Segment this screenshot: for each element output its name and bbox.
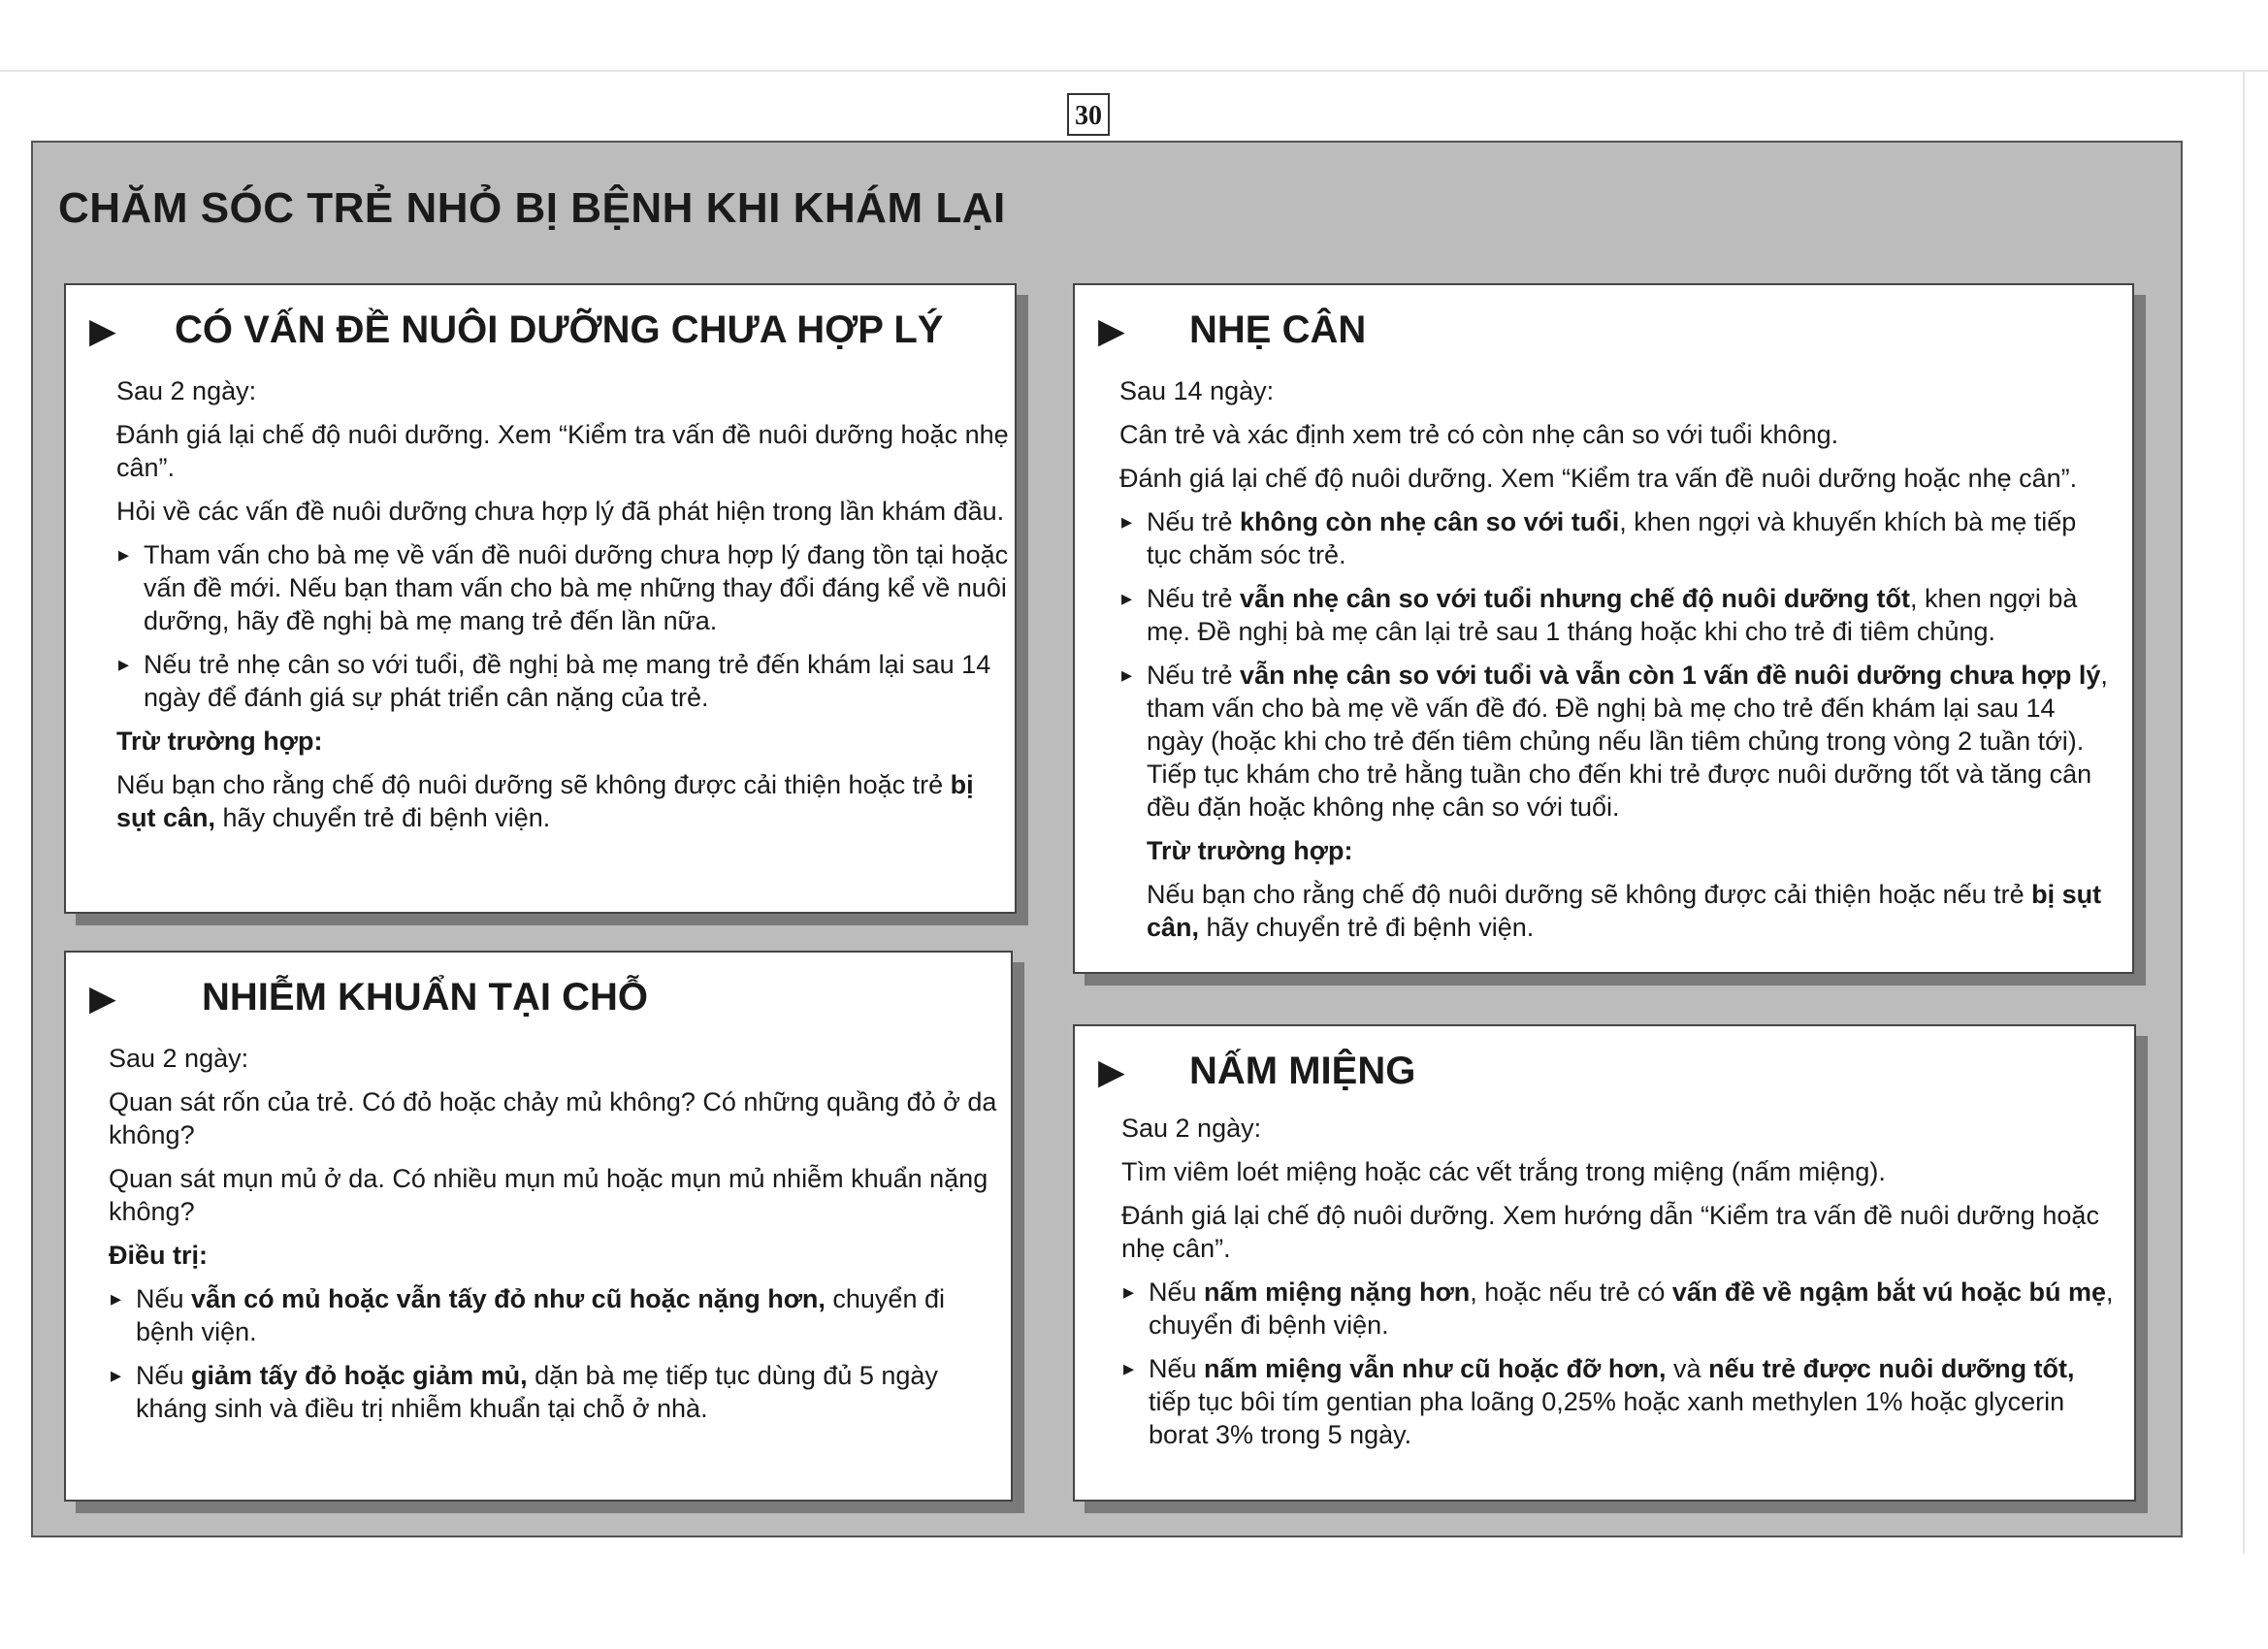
text-run: Nếu bạn cho rằng chế độ nuôi dưỡng sẽ không được cải thiện hoặc nếu trẻ (1147, 880, 2032, 909)
page-top-rule (0, 70, 2268, 72)
text-run: tiếp tục bôi tím gentian pha loãng 0,25% hoặc xanh methylen 1% hoặc glycerin borat 3% trong 5 ngày. (1149, 1387, 2065, 1449)
text-run: Nếu (136, 1284, 192, 1313)
bullet-triangle-icon: ▸ (1121, 586, 1133, 610)
text-run: , chuyển đi bệnh viện. (1149, 1277, 2114, 1340)
follow-up-time: Sau 2 ngày: (109, 1044, 249, 1073)
text-run: Nếu (1149, 1277, 1205, 1307)
paragraph: Đánh giá lại chế độ nuôi dưỡng. Xem “Kiểm tra vấn đề nuôi dưỡng hoặc nhẹ cân”. (116, 420, 1009, 482)
paragraph: Quan sát rốn của trẻ. Có đỏ hoặc chảy mủ không? Có những quầng đỏ ở da không? (109, 1087, 997, 1149)
bold-run: không còn nhẹ cân so với tuổi (1240, 507, 1620, 536)
bullet-item (109, 1359, 999, 1425)
bold-run: nấm miệng nặng hơn (1204, 1277, 1471, 1307)
bold-run: giảm tấy đỏ hoặc giảm mủ, (191, 1361, 528, 1390)
follow-up-time: Sau 2 ngày: (116, 376, 257, 405)
bullet-triangle-icon: ▸ (1123, 1356, 1135, 1380)
bullet-triangle-icon: ▸ (118, 652, 130, 676)
paragraph: Đánh giá lại chế độ nuôi dưỡng. Xem hướng dẫn “Kiểm tra vấn đề nuôi dưỡng hoặc nhẹ cân”. (1121, 1201, 2099, 1263)
text-run: Nếu (136, 1361, 192, 1390)
local-infection-box (64, 951, 1013, 1502)
bullet-triangle-icon: ▸ (118, 542, 130, 566)
bullet-text: Nếu trẻ nhẹ cân so với tuổi, đề nghị bà mẹ mang trẻ đến khám lại sau 14 ngày để đánh giá sự phát triển cân nặng của trẻ. (144, 650, 991, 712)
bullet-item (1121, 1276, 2117, 1342)
bullet-item (1119, 659, 2117, 824)
play-arrow-icon: ▶ (1098, 1051, 1125, 1091)
paragraph: Hỏi về các vấn đề nuôi dưỡng chưa hợp lý đã phát hiện trong lần khám đầu. (116, 497, 1005, 526)
play-arrow-icon: ▶ (89, 310, 116, 350)
paragraph: Quan sát mụn mủ ở da. Có nhiều mụn mủ hoặc mụn mủ nhiễm khuẩn nặng không? (109, 1164, 988, 1226)
play-arrow-icon: ▶ (89, 978, 116, 1018)
follow-up-time: Sau 2 ngày: (1121, 1114, 1262, 1143)
exception-text (1147, 878, 2117, 944)
text-run: chuyển đi bệnh viện. (136, 1284, 945, 1346)
text-run: Nếu bạn cho rằng chế độ nuôi dưỡng sẽ không được cải thiện hoặc trẻ (116, 770, 951, 799)
text-run: , khen ngợi và khuyến khích bà mẹ tiếp tục chăm sóc trẻ. (1147, 507, 2077, 569)
exception-text (116, 768, 1009, 834)
feeding-problem-box (64, 283, 1017, 914)
bold-run: vẫn nhẹ cân so với tuổi và vẫn còn 1 vấn đề nuôi dưỡng chưa hợp lý (1240, 661, 2101, 690)
text-run: hãy chuyển trẻ đi bệnh viện. (215, 803, 551, 832)
text-run: Nếu trẻ (1147, 507, 1241, 536)
section-title: NHIỄM KHUẨN TẠI CHỖ (202, 976, 648, 1018)
bullet-item (116, 648, 1009, 714)
bullet-triangle-icon: ▸ (111, 1363, 122, 1387)
bullet-item (109, 1282, 999, 1348)
bullet-text: Tham vấn cho bà mẹ về vấn đề nuôi dưỡng chưa hợp lý đang tồn tại hoặc vấn đề mới. Nếu bạn tham vấn cho bà mẹ những thay đổi đáng kể về nuôi dưỡng, hãy đề nghị bà mẹ mang trẻ đến lần nữa. (144, 540, 1009, 635)
section-title: CÓ VẤN ĐỀ NUÔI DƯỠNG CHƯA HỢP LÝ (175, 308, 944, 351)
bold-run: vẫn có mủ hoặc vẫn tấy đỏ như cũ hoặc nặng hơn, (191, 1284, 826, 1313)
text-run: Nếu (1149, 1354, 1205, 1383)
paragraph: Tìm viêm loét miệng hoặc các vết trắng trong miệng (nấm miệng). (1121, 1157, 1886, 1186)
text-run: và (1666, 1354, 1709, 1383)
underweight-box (1073, 283, 2134, 974)
text-run: Nếu trẻ (1147, 584, 1241, 613)
paragraph: Đánh giá lại chế độ nuôi dưỡng. Xem “Kiểm tra vấn đề nuôi dưỡng hoặc nhẹ cân”. (1119, 464, 2078, 493)
bullet-triangle-icon: ▸ (111, 1286, 122, 1310)
page-title: CHĂM SÓC TRẺ NHỎ BỊ BỆNH KHI KHÁM LẠI (58, 184, 1006, 232)
text-run: , hoặc nếu trẻ có (1470, 1277, 1672, 1307)
bold-run: vấn đề về ngậm bắt vú hoặc bú mẹ (1671, 1277, 2107, 1307)
bullet-item (1119, 582, 2117, 648)
bullet-triangle-icon: ▸ (1121, 509, 1133, 534)
follow-up-time: Sau 14 ngày: (1119, 376, 1275, 405)
page-number: 30 (1067, 93, 1110, 136)
page-right-rule (2243, 70, 2245, 1554)
bullet-item (116, 538, 1009, 637)
section-title: NẤM MIỆNG (1189, 1050, 1416, 1092)
text-run: , tham vấn cho bà mẹ về vấn đề đó. Đề nghị bà mẹ cho trẻ đến khám lại sau 14 ngày (hoặc khi cho trẻ đến tiêm chủng nếu lần tiêm chủng trong vòng 2 tuần tới). Tiếp tục khám cho trẻ hằng tuần cho đến khi trẻ được nuôi dưỡng tốt và tăng cân đều đặn hoặc không nhẹ cân so với tuổi. (1147, 661, 2108, 822)
text-run: , khen ngợi bà mẹ. Đề nghị bà mẹ cân lại trẻ sau 1 tháng hoặc khi cho trẻ đi tiêm chủng. (1147, 584, 2078, 646)
bullet-triangle-icon: ▸ (1123, 1279, 1135, 1304)
exception-label: Trừ trường hợp: (116, 727, 323, 756)
thrush-box (1073, 1024, 2136, 1502)
bold-run: nấm miệng vẫn như cũ hoặc đỡ hơn, (1204, 1354, 1667, 1383)
bullet-item (1119, 505, 2117, 571)
section-title: NHẸ CÂN (1189, 308, 1367, 351)
bold-run: bị sụt cân, (116, 770, 974, 832)
exception-label: Trừ trường hợp: (1147, 836, 1353, 865)
bullet-item (1121, 1352, 2117, 1451)
treatment-label: Điều trị: (109, 1241, 209, 1270)
text-run: hãy chuyển trẻ đi bệnh viện. (1199, 913, 1535, 942)
text-run: dặn bà mẹ tiếp tục dùng đủ 5 ngày kháng sinh và điều trị nhiễm khuẩn tại chỗ ở nhà. (136, 1361, 938, 1423)
bold-run: bị sụt cân, (1147, 880, 2102, 942)
paragraph: Cân trẻ và xác định xem trẻ có còn nhẹ cân so với tuổi không. (1119, 420, 1839, 449)
bold-run: nếu trẻ được nuôi dưỡng tốt, (1708, 1354, 2075, 1383)
bold-run: vẫn nhẹ cân so với tuổi nhưng chế độ nuôi dưỡng tốt (1240, 584, 1911, 613)
bullet-triangle-icon: ▸ (1121, 663, 1133, 687)
text-run: Nếu trẻ (1147, 661, 1241, 690)
play-arrow-icon: ▶ (1098, 310, 1125, 350)
